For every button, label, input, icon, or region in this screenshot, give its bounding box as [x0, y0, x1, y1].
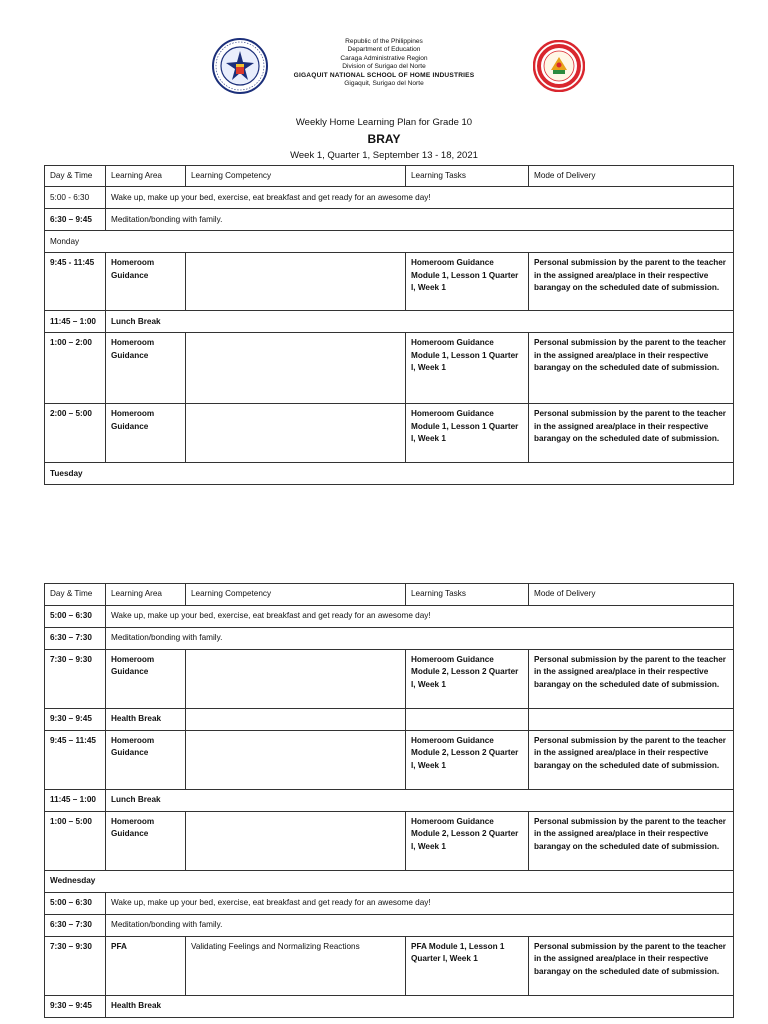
time-cell: 6:30 – 9:45: [45, 209, 106, 231]
competency-cell: Validating Feelings and Normalizing Reactions: [186, 937, 406, 996]
time-cell: 11:45 – 1:00: [45, 311, 106, 333]
learning-area-cell: Homeroom Guidance: [106, 253, 186, 311]
activity-cell: Meditation/bonding with family.: [106, 628, 734, 650]
time-cell: 6:30 – 7:30: [45, 915, 106, 937]
table-row: [45, 209, 734, 231]
day-row: [45, 871, 734, 893]
school-address: Gigaquit, Surigao del Norte: [344, 80, 424, 88]
day-row: [45, 463, 734, 485]
competency-cell: [186, 404, 406, 463]
competency-cell: [186, 731, 406, 790]
document-header: [0, 36, 768, 96]
column-header: Day & Time: [45, 166, 106, 187]
time-cell: 1:00 – 2:00: [45, 333, 106, 404]
delivery-cell: Personal submission by the parent to the teacher in the assigned area/place in their respective barangay on the scheduled date of submission.: [529, 812, 734, 871]
activity-cell: Wake up, make up your bed, exercise, eat breakfast and get ready for an awesome day!: [106, 893, 734, 915]
time-cell: 5:00 – 6:30: [45, 606, 106, 628]
column-header: Learning Tasks: [406, 584, 529, 606]
day-label: Wednesday: [45, 871, 734, 893]
day-label: Monday: [45, 231, 734, 253]
activity-cell: Wake up, make up your bed, exercise, eat breakfast and get ready for an awesome day!: [106, 187, 734, 209]
activity-cell: Meditation/bonding with family.: [106, 915, 734, 937]
task-cell: Homeroom Guidance Module 2, Lesson 2 Quarter I, Week 1: [406, 650, 529, 709]
learning-area-cell: Homeroom Guidance: [106, 731, 186, 790]
learning-area-cell: PFA: [106, 937, 186, 996]
column-header: Learning Area: [106, 166, 186, 187]
document-titles: [0, 117, 768, 162]
table-row: [45, 187, 734, 209]
delivery-cell: [529, 709, 734, 731]
agency-block: [260, 38, 508, 88]
column-header: Mode of Delivery: [529, 584, 734, 606]
agency-line: Department of Education: [347, 46, 421, 54]
task-cell: Homeroom Guidance Module 2, Lesson 2 Quarter I, Week 1: [406, 731, 529, 790]
school-name: GIGAQUIT NATIONAL SCHOOL OF HOME INDUSTRIES: [293, 71, 475, 79]
time-cell: 2:00 – 5:00: [45, 404, 106, 463]
learning-area-cell: Homeroom Guidance: [106, 404, 186, 463]
time-cell: 7:30 – 9:30: [45, 650, 106, 709]
task-cell: Homeroom Guidance Module 2, Lesson 2 Quarter I, Week 1: [406, 812, 529, 871]
column-header: Learning Competency: [186, 584, 406, 606]
activity-cell: Health Break: [106, 996, 734, 1018]
table-row: [45, 333, 734, 404]
table-row: [45, 650, 734, 709]
competency-cell: [186, 253, 406, 311]
table-row: [45, 790, 734, 812]
learning-area-cell: Homeroom Guidance: [106, 650, 186, 709]
column-header: Learning Competency: [186, 166, 406, 187]
schedule-table-1: [44, 165, 734, 485]
delivery-cell: Personal submission by the parent to the teacher in the assigned area/place in their respective barangay on the scheduled date of submission.: [529, 253, 734, 311]
delivery-cell: Personal submission by the parent to the teacher in the assigned area/place in their respective barangay on the scheduled date of submission.: [529, 650, 734, 709]
delivery-cell: Personal submission by the parent to the teacher in the assigned area/place in their respective barangay on the scheduled date of submission.: [529, 731, 734, 790]
activity-cell: Health Break: [106, 709, 186, 731]
time-cell: 9:45 - 11:45: [45, 253, 106, 311]
delivery-cell: Personal submission by the parent to the teacher in the assigned area/place in their respective barangay on the scheduled date of submission.: [529, 333, 734, 404]
competency-cell: [186, 812, 406, 871]
task-cell: Homeroom Guidance Module 1, Lesson 1 Quarter I, Week 1: [406, 404, 529, 463]
table-row: [45, 812, 734, 871]
time-cell: 11:45 – 1:00: [45, 790, 106, 812]
column-header: Day & Time: [45, 584, 106, 606]
table-header-row: [45, 166, 734, 187]
delivery-cell: Personal submission by the parent to the teacher in the assigned area/place in their respective barangay on the scheduled date of submission.: [529, 404, 734, 463]
table-header-row: [45, 584, 734, 606]
table-row: [45, 709, 734, 731]
time-cell: 5:00 – 6:30: [45, 893, 106, 915]
week-range: Week 1, Quarter 1, September 13 - 18, 2021: [290, 150, 478, 161]
table-row: [45, 628, 734, 650]
time-cell: 7:30 – 9:30: [45, 937, 106, 996]
time-cell: 9:30 – 9:45: [45, 709, 106, 731]
column-header: Learning Area: [106, 584, 186, 606]
section-name: BRAY: [367, 132, 401, 146]
task-cell: Homeroom Guidance Module 1, Lesson 1 Quarter I, Week 1: [406, 333, 529, 404]
table-row: [45, 937, 734, 996]
task-cell: Homeroom Guidance Module 1, Lesson 1 Quarter I, Week 1: [406, 253, 529, 311]
activity-cell: Lunch Break: [106, 311, 734, 333]
time-cell: 6:30 – 7:30: [45, 628, 106, 650]
column-header: Learning Tasks: [406, 166, 529, 187]
agency-line: Division of Surigao del Norte: [342, 63, 426, 71]
learning-area-cell: Homeroom Guidance: [106, 333, 186, 404]
competency-cell: [186, 650, 406, 709]
activity-cell: Wake up, make up your bed, exercise, eat breakfast and get ready for an awesome day!: [106, 606, 734, 628]
column-header: Mode of Delivery: [529, 166, 734, 187]
day-label: Tuesday: [45, 463, 734, 485]
table-row: [45, 311, 734, 333]
table-row: [45, 253, 734, 311]
table-row: [45, 893, 734, 915]
activity-cell: Lunch Break: [106, 790, 734, 812]
time-cell: 9:30 – 9:45: [45, 996, 106, 1018]
task-cell: [406, 709, 529, 731]
task-cell: PFA Module 1, Lesson 1 Quarter I, Week 1: [406, 937, 529, 996]
agency-line: Republic of the Philippines: [345, 38, 423, 45]
table-row: [45, 996, 734, 1018]
table-row: [45, 915, 734, 937]
table-row: [45, 404, 734, 463]
agency-line: Caraga Administrative Region: [340, 54, 428, 62]
competency-cell: [186, 709, 406, 731]
delivery-cell: Personal submission by the parent to the teacher in the assigned area/place in their respective barangay on the scheduled date of submission.: [529, 937, 734, 996]
plan-title: Weekly Home Learning Plan for Grade 10: [295, 117, 473, 128]
time-cell: 9:45 – 11:45: [45, 731, 106, 790]
time-cell: 1:00 – 5:00: [45, 812, 106, 871]
school-seal-icon: [533, 40, 585, 92]
schedule-table-2: [44, 583, 734, 1018]
table-row: [45, 606, 734, 628]
day-row: [45, 231, 734, 253]
time-cell: 5:00 - 6:30: [45, 187, 106, 209]
learning-area-cell: Homeroom Guidance: [106, 812, 186, 871]
competency-cell: [186, 333, 406, 404]
activity-cell: Meditation/bonding with family.: [106, 209, 734, 231]
table-row: [45, 731, 734, 790]
